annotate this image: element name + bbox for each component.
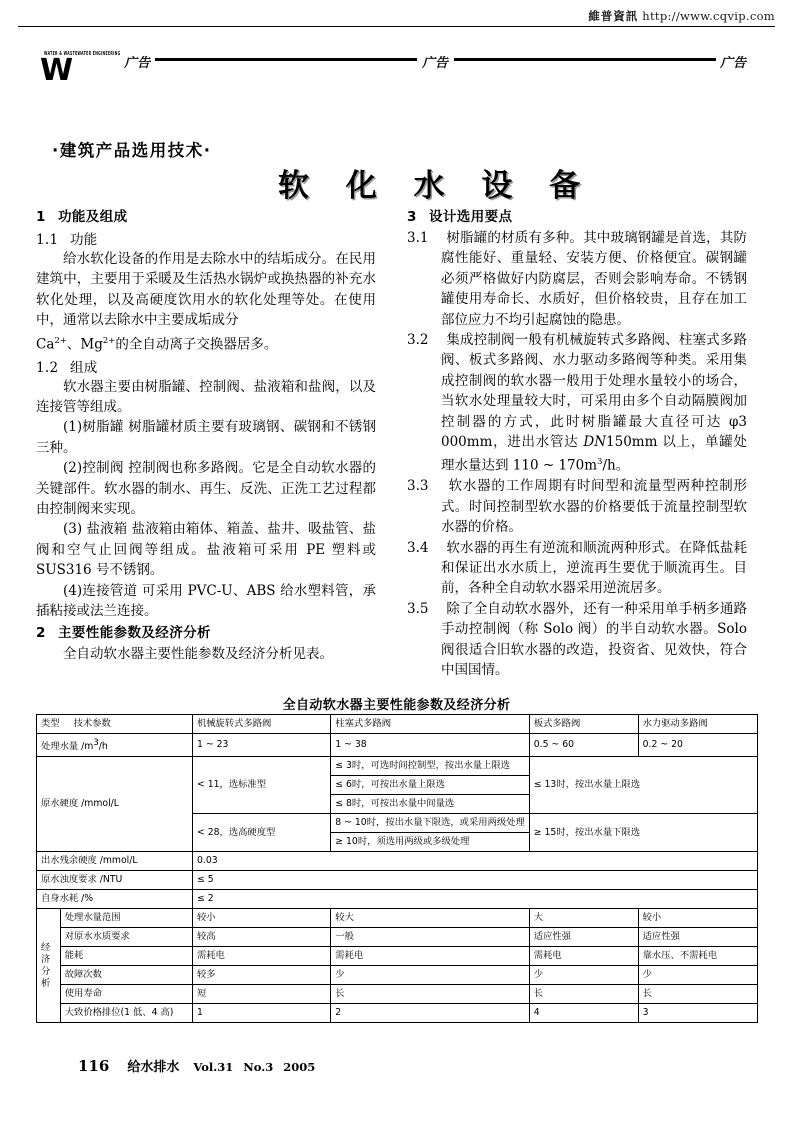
cell-hardness-piston-1: ≤ 3时，可选时间控制型，按出水量上限选 bbox=[331, 757, 530, 776]
table-row-residual-hardness bbox=[37, 852, 758, 871]
econ-cell-3-1: 少 bbox=[331, 966, 530, 985]
para-3-3 bbox=[407, 476, 747, 537]
para-3-3-text: 软水器的工作周期有时间型和流量型两种控制形式。时间控制型软水器的价格要低于流量控制型软水器的价格。 bbox=[441, 478, 747, 536]
econ-cell-4-3: 长 bbox=[638, 985, 757, 1004]
cubic-exponent: 3 bbox=[597, 457, 603, 468]
para-component-3: (3) 盐液箱 盐液箱由箱体、箱盖、盐井、吸盐管、盐阀和空气止回阀等组成。盐液箱可采用 PE 塑料或 SUS316 号不锈钢。 bbox=[36, 521, 376, 579]
econ-cell-1-1: 一般 bbox=[331, 928, 530, 947]
econ-cell-3-3: 少 bbox=[638, 966, 757, 985]
page-footer bbox=[78, 1056, 325, 1075]
para-component-2: (2)控制阀 控制阀也称多路阀。它是全自动软水器的关键部件。软水器的制水、再生、反洗、正洗工艺过程都由控制阀来实现。 bbox=[36, 460, 376, 517]
para-3-5 bbox=[407, 599, 747, 681]
ad-rule-right bbox=[454, 58, 716, 61]
left-column bbox=[36, 205, 376, 665]
econ-row-label-3: 故障次数 bbox=[60, 966, 192, 985]
table-row-econ-2 bbox=[37, 928, 758, 947]
heading-3-number: 3 bbox=[407, 209, 417, 225]
para-1-1-cont bbox=[36, 331, 376, 355]
econ-cell-5-3: 3 bbox=[638, 1004, 757, 1023]
cqvip-url: http://www.cqvip.com bbox=[642, 9, 775, 23]
header-type-label: 类型 bbox=[41, 718, 60, 729]
para-3-3-number: 3.3 bbox=[407, 478, 429, 495]
para-1-1: 给水软化设备的作用是去除水中的结垢成分。在民用建筑中，主要用于采暖及生活热水锅炉或换热器的补充水软化处理，以及高硬度饮用水的软化处理等处。在使用中，通常以去除水中主要成垢成分 bbox=[36, 251, 376, 329]
econ-cell-5-2: 4 bbox=[529, 1004, 638, 1023]
econ-cell-1-2: 适应性强 bbox=[529, 928, 638, 947]
table-row-flow bbox=[37, 734, 758, 757]
econ-row-label-2: 能耗 bbox=[60, 947, 192, 966]
heading-1 bbox=[36, 205, 376, 225]
table-row-econ-5 bbox=[37, 985, 758, 1004]
cell-hardness-mech-high: < 28，选高硬度型 bbox=[192, 814, 330, 852]
econ-cell-2-1: 需耗电 bbox=[331, 947, 530, 966]
para-3-4 bbox=[407, 538, 747, 599]
para-3-4-number: 3.4 bbox=[407, 539, 429, 556]
para-3-2 bbox=[407, 330, 747, 476]
table-row-econ-3 bbox=[37, 947, 758, 966]
heading-1-1-text: 功能 bbox=[70, 232, 98, 248]
econ-cell-0-3: 较小 bbox=[638, 909, 757, 928]
journal-name: 给水排水 bbox=[127, 1060, 180, 1075]
table-row-econ-4 bbox=[37, 966, 758, 985]
econ-char-1: 经 bbox=[41, 941, 51, 953]
econ-row-label-0: 处理水量范围 bbox=[60, 909, 192, 928]
header-rule bbox=[18, 26, 775, 27]
econ-cell-0-1: 较大 bbox=[331, 909, 530, 928]
heading-1-2-number: 1.2 bbox=[36, 359, 59, 376]
header-col-mechanical: 机械旋转式多路阀 bbox=[192, 715, 330, 734]
cell-flow-mechanical: 1 ~ 23 bbox=[192, 734, 330, 757]
cell-hardness-piston-3: ≤ 8时，可按出水量中间量选 bbox=[331, 795, 530, 814]
para-3-2-text-c: /h。 bbox=[602, 457, 630, 474]
econ-cell-4-2: 长 bbox=[529, 985, 638, 1004]
cell-hardness-piston-2: ≤ 6时，可按出水量上限选 bbox=[331, 776, 530, 795]
journal-year: 2005 bbox=[283, 1060, 316, 1074]
para-3-1-number: 3.1 bbox=[407, 230, 429, 246]
econ-cell-1-0: 较高 bbox=[192, 928, 330, 947]
heading-2-number: 2 bbox=[36, 625, 46, 642]
heading-1-1 bbox=[36, 228, 376, 248]
econ-cell-2-2: 需耗电 bbox=[529, 947, 638, 966]
econ-cell-2-3: 靠水压、不需耗电 bbox=[638, 947, 757, 966]
ad-mark-right: 广告 bbox=[720, 56, 747, 71]
ad-rule-left bbox=[155, 58, 417, 61]
logo-w-mark: W bbox=[40, 53, 71, 88]
econ-cell-3-2: 少 bbox=[529, 966, 638, 985]
table-row-hardness-1 bbox=[37, 757, 758, 776]
cell-flow-piston: 1 ~ 38 bbox=[331, 734, 530, 757]
cell-selfuse-value: ≤ 2 bbox=[192, 890, 757, 909]
para-3-2-number: 3.2 bbox=[407, 332, 429, 349]
para-3-2-text-b: 150mm 以上，单罐处理水量达到 110 ~ 170m bbox=[441, 434, 747, 474]
heading-1-text: 功能及组成 bbox=[58, 209, 128, 225]
para-3-1 bbox=[407, 228, 747, 330]
econ-row-label-4: 使用寿命 bbox=[60, 985, 192, 1004]
econ-side-label bbox=[37, 909, 61, 1023]
econ-cell-0-2: 大 bbox=[529, 909, 638, 928]
ion-mg-charge: 2+ bbox=[102, 335, 116, 346]
table-caption: 全自动软水器主要性能参数及经济分析 bbox=[282, 698, 511, 713]
header-col-hydraulic: 水力驱动多路阀 bbox=[638, 715, 757, 734]
section-kicker: ·建筑产品选用技术· bbox=[52, 141, 212, 160]
cell-hardness-piston-4: 8 ~ 10时，按出水量下限选，或采用两级处理 bbox=[331, 814, 530, 833]
cell-hardness-plate-hydro-high: ≥ 15时，按出水量下限选 bbox=[529, 814, 757, 852]
performance-table bbox=[36, 714, 758, 1023]
para-3-1-text: 树脂罐的材质有多种。其中玻璃钢罐是首选，其防腐性能好、重量轻、安装方便、价格便宜。碳钢罐必须严格做好内防腐层，否则会影响寿命。不锈钢罐使用寿命长、水质好，但价格较贵，且存在加工部位应力不均引起腐蚀的隐患。 bbox=[441, 230, 748, 328]
table-row-econ-1 bbox=[37, 909, 758, 928]
econ-cell-5-0: 1 bbox=[192, 1004, 330, 1023]
cell-flow-plate: 0.5 ~ 60 bbox=[529, 734, 638, 757]
para-component-4: (4)连接管道 可采用 PVC-U、ABS 给水塑料管，承插粘接或法兰连接。 bbox=[36, 582, 376, 619]
header-col-plate: 板式多路阀 bbox=[529, 715, 638, 734]
econ-cell-1-3: 适应性强 bbox=[638, 928, 757, 947]
econ-cell-3-0: 较多 bbox=[192, 966, 330, 985]
journal-logo bbox=[40, 50, 121, 88]
row-label-selfuse: 自身水耗 /% bbox=[37, 890, 193, 909]
ion-ca: Ca bbox=[36, 336, 55, 353]
header-col-piston: 柱塞式多路阀 bbox=[331, 715, 530, 734]
heading-2 bbox=[36, 621, 376, 641]
para-3-4-text: 软水器的再生有逆流和顺流两种形式。在降低盐耗和保证出水水质上，逆流再生要优于顺流再生。目前，各种全自动软水器采用逆流居多。 bbox=[441, 539, 748, 597]
table-header-row bbox=[37, 715, 758, 734]
cell-flow-hydraulic: 0.2 ~ 20 bbox=[638, 734, 757, 757]
header-corner-cell bbox=[37, 715, 193, 734]
journal-volume: Vol.31 bbox=[193, 1060, 234, 1074]
heading-3 bbox=[407, 205, 747, 225]
row-label-turbidity: 原水浊度要求 /NTU bbox=[37, 871, 193, 890]
econ-row-label-5: 大致价格排位(1 低、4 高) bbox=[60, 1004, 192, 1023]
ion-tail: 的全自动离子交换器居多。 bbox=[115, 336, 278, 353]
econ-char-3: 分 bbox=[41, 965, 51, 977]
ion-ca-charge: 2+ bbox=[54, 335, 67, 346]
cqvip-watermark bbox=[0, 8, 793, 24]
ion-sep: 、Mg bbox=[66, 336, 103, 353]
cqvip-cn-label: 維普資訊 bbox=[588, 9, 639, 23]
para-3-5-number: 3.5 bbox=[407, 600, 429, 617]
table-row-turbidity bbox=[37, 871, 758, 890]
heading-1-number: 1 bbox=[36, 209, 46, 225]
cell-residual-value: 0.03 bbox=[192, 852, 757, 871]
logo-tagline: WATER & WASTEWATER ENGINEERING bbox=[44, 50, 121, 57]
flow-label-exp: 3 bbox=[93, 738, 99, 748]
page-title: 软 化 水 设 备 bbox=[278, 168, 594, 204]
row-label-hardness: 原水硬度 /mmol/L bbox=[37, 757, 193, 852]
header-param-label: 技术参数 bbox=[73, 718, 111, 729]
flow-label-a: 处理水量 /m bbox=[41, 741, 94, 753]
para-1-2: 软水器主要由树脂罐、控制阀、盐液箱和盐阀，以及连接管等组成。 bbox=[36, 378, 376, 415]
econ-cell-0-0: 较小 bbox=[192, 909, 330, 928]
cell-hardness-mech-std: < 11，选标准型 bbox=[192, 757, 330, 814]
econ-char-4: 析 bbox=[41, 977, 51, 989]
para-component-1: (1)树脂罐 树脂罐材质主要有玻璃钢、碳钢和不锈钢三种。 bbox=[36, 419, 376, 456]
econ-char-2: 济 bbox=[41, 953, 51, 965]
cell-turbidity-value: ≤ 5 bbox=[192, 871, 757, 890]
econ-cell-4-0: 短 bbox=[192, 985, 330, 1004]
cell-hardness-plate-hydro-std: ≤ 13时，按出水量上限选 bbox=[529, 757, 757, 814]
row-label-residual: 出水残余硬度 /mmol/L bbox=[37, 852, 193, 871]
econ-cell-5-1: 2 bbox=[331, 1004, 530, 1023]
dn-symbol: DN bbox=[583, 434, 607, 451]
cell-hardness-piston-5: ≥ 10时，须选用两级或多级处理 bbox=[331, 833, 530, 852]
journal-issue: No.3 bbox=[243, 1060, 274, 1074]
heading-1-1-number: 1.1 bbox=[36, 232, 59, 248]
flow-label-b: /h bbox=[98, 741, 108, 753]
para-2: 全自动软水器主要性能参数及经济分析见表。 bbox=[63, 646, 333, 663]
table-row-self-water-use bbox=[37, 890, 758, 909]
econ-row-label-1: 对原水水质要求 bbox=[60, 928, 192, 947]
heading-3-text: 设计选用要点 bbox=[429, 209, 513, 225]
page-number: 116 bbox=[78, 1057, 110, 1075]
ad-mark-left: 广告 bbox=[124, 56, 151, 71]
heading-1-2 bbox=[36, 356, 376, 376]
row-label-flow bbox=[37, 734, 193, 757]
heading-2-text: 主要性能参数及经济分析 bbox=[58, 625, 211, 642]
econ-cell-2-0: 需耗电 bbox=[192, 947, 330, 966]
right-column bbox=[407, 205, 747, 680]
para-3-2-text-a: 集成控制阀一般有机械旋转式多路阀、柱塞式多路阀、板式多路阀、水力驱动多路阀等种类。采用集成控制阀的软水器一般用于处理水量较小的场合，当软水处理量较大时，可采用由多个自动隔膜阀加控制器的方式，此时树脂罐最大直径可达 φ3 000mm，进出水管达 bbox=[441, 332, 748, 451]
para-3-5-text: 除了全自动软水器外，还有一种采用单手柄多通路手动控制阀（称 Solo 阀）的半自动软水器。Solo 阀很适合旧软水器的改造，投资省、见效快，符合中国国情。 bbox=[441, 600, 748, 679]
ad-mark-center: 广告 bbox=[422, 56, 449, 71]
table-row-econ-6 bbox=[37, 1004, 758, 1023]
heading-1-2-text: 组成 bbox=[70, 359, 98, 376]
econ-cell-4-1: 长 bbox=[331, 985, 530, 1004]
advertisement-banner bbox=[40, 44, 756, 88]
